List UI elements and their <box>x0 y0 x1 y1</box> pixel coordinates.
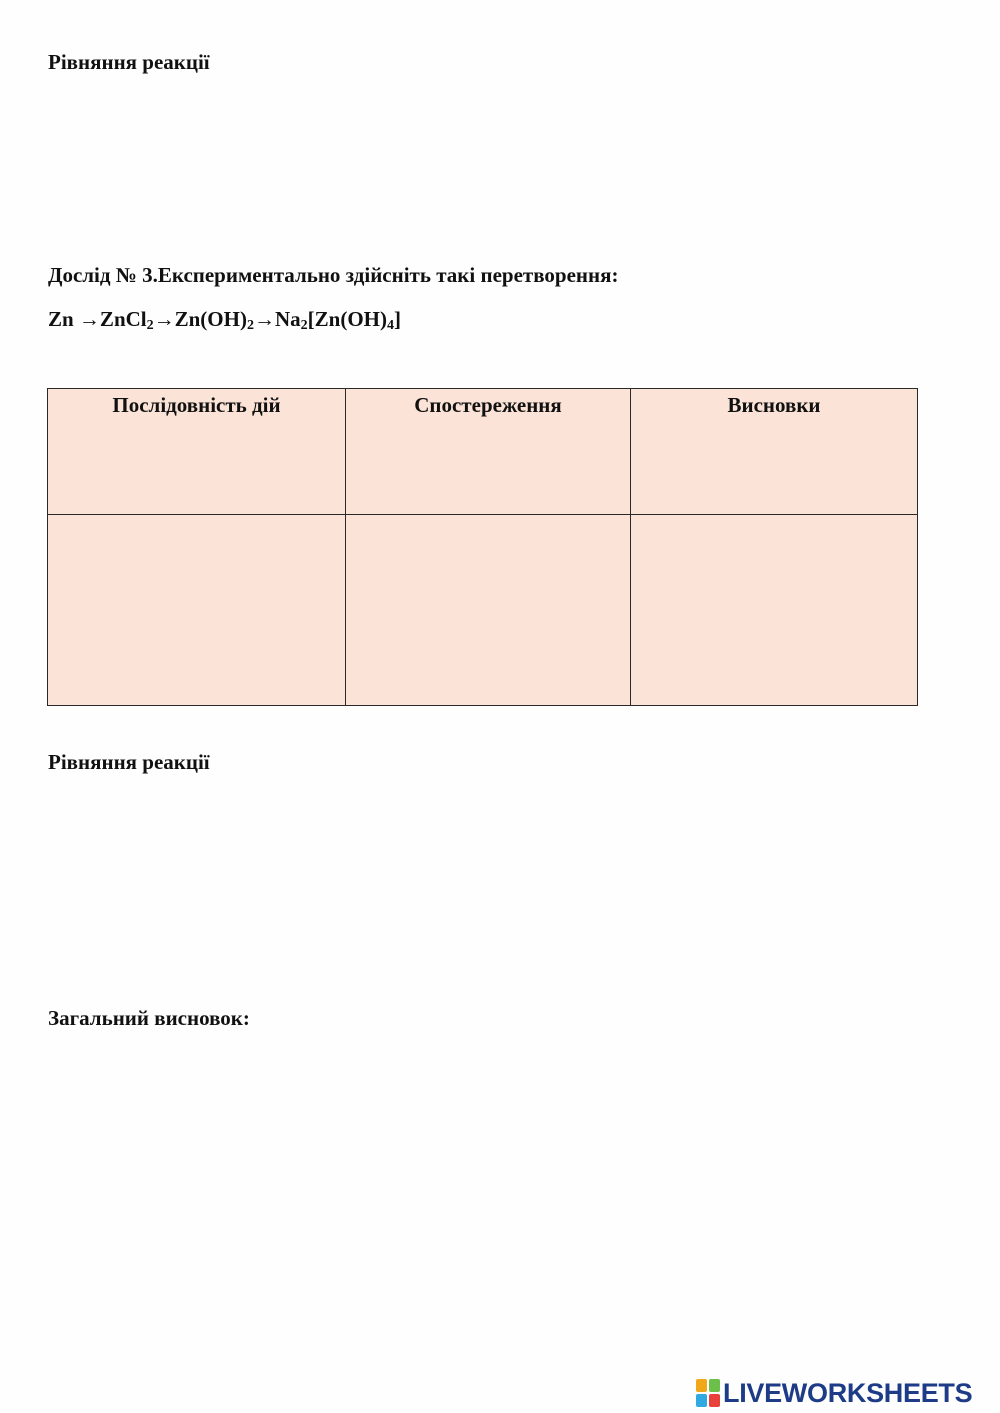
logo-tile <box>696 1394 707 1407</box>
formula-subscript: 4 <box>386 318 394 333</box>
formula-part: →Na <box>253 307 301 331</box>
observation-table <box>47 388 918 706</box>
answer-cell-observations[interactable] <box>346 515 631 706</box>
logo-tile <box>709 1394 720 1407</box>
general-conclusion-label: Загальний висновок: <box>48 1006 250 1030</box>
logo-tile <box>709 1379 720 1392</box>
column-header-conclusions: Висновки <box>727 393 821 417</box>
table-row <box>48 515 918 706</box>
logo-text: LIVEWORKSHEETS <box>723 1378 973 1408</box>
liveworksheets-logo <box>696 1378 972 1408</box>
logo-tile <box>696 1379 707 1392</box>
formula-part: [Zn(OH) <box>307 307 387 331</box>
formula-subscript: 2 <box>146 318 154 333</box>
formula-part: →Zn(OH) <box>153 307 247 331</box>
formula-subscript: 2 <box>246 318 254 333</box>
reaction-equation-label-2: Рівняння реакції <box>48 750 210 774</box>
header-cell-observations <box>346 389 631 515</box>
answer-cell-conclusions[interactable] <box>631 515 918 706</box>
header-cell-actions <box>48 389 346 515</box>
answer-cell-actions[interactable] <box>48 515 346 706</box>
formula-part: Zn →ZnCl <box>48 307 147 331</box>
reaction-equation-label: Рівняння реакції <box>48 50 210 74</box>
formula-part: ] <box>393 307 401 331</box>
column-header-observations: Спостереження <box>414 393 562 417</box>
table-header-row <box>48 389 918 515</box>
column-header-actions: Послідовність дій <box>112 393 281 417</box>
experiment-3-title: Дослід № 3.Експериментально здійсніть такі перетворення: <box>48 263 619 287</box>
header-cell-conclusions <box>631 389 918 515</box>
liveworksheets-logo-icon <box>696 1379 720 1407</box>
transformation-formula <box>48 306 401 332</box>
formula-subscript: 2 <box>300 318 308 333</box>
